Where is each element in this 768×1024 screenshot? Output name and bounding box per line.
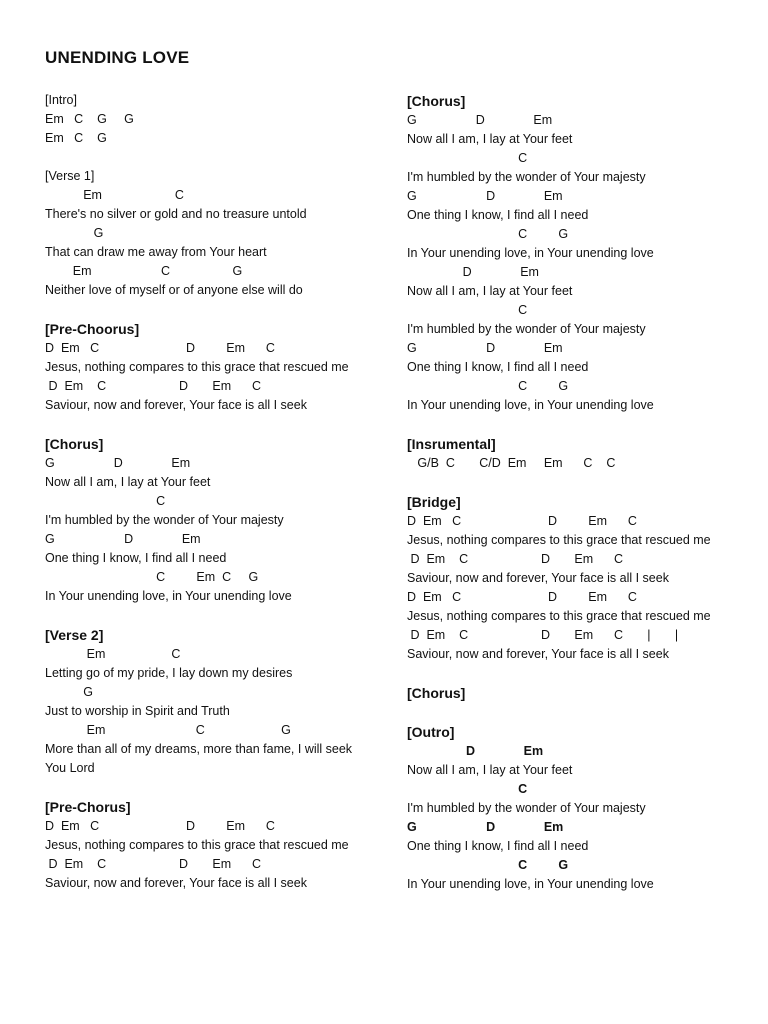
lyric-line: That can draw me away from Your heart bbox=[45, 245, 267, 259]
chord-line: C G bbox=[407, 379, 569, 393]
lyric-line: One thing I know, I find all I need bbox=[45, 551, 227, 565]
chord-line: G bbox=[45, 226, 104, 240]
lyric-line: Neither love of myself or of anyone else will do bbox=[45, 283, 303, 297]
section-heading: [Verse 2] bbox=[45, 627, 104, 643]
chord-line: D Em C D Em C bbox=[45, 819, 275, 833]
chord-line: Em C G bbox=[45, 264, 243, 278]
chord-line: D Em C D Em C bbox=[407, 514, 637, 528]
lyric-line: Saviour, now and forever, Your face is all I seek bbox=[407, 647, 669, 661]
lyric-line: Now all I am, I lay at Your feet bbox=[45, 475, 211, 489]
lyric-line: Jesus, nothing compares to this grace that rescued me bbox=[45, 360, 349, 374]
lyric-line: Jesus, nothing compares to this grace that rescued me bbox=[407, 609, 711, 623]
chord-line: C bbox=[45, 494, 166, 508]
chord-line: C G bbox=[407, 227, 569, 241]
chord-line: C G bbox=[407, 858, 569, 872]
chord-line: Em C bbox=[45, 188, 184, 202]
lyric-line: Saviour, now and forever, Your face is all I seek bbox=[45, 876, 307, 890]
section-chorus bbox=[45, 434, 370, 606]
lyric-line: Now all I am, I lay at Your feet bbox=[407, 284, 573, 298]
section-bridge bbox=[407, 492, 737, 664]
lyric-line: In Your unending love, in Your unending love bbox=[45, 589, 292, 603]
lyric-line: In Your unending love, in Your unending love bbox=[407, 398, 654, 412]
lyric-line: One thing I know, I find all I need bbox=[407, 360, 589, 374]
lyric-line: Saviour, now and forever, Your face is all I seek bbox=[45, 398, 307, 412]
chord-line: D Em C D Em C bbox=[407, 590, 637, 604]
chord-line: G bbox=[45, 685, 93, 699]
section-verse-2 bbox=[45, 625, 370, 778]
lyric-line: I'm humbled by the wonder of Your majesty bbox=[45, 513, 284, 527]
lyric-line: Jesus, nothing compares to this grace that rescued me bbox=[45, 838, 349, 852]
chord-line: G D Em bbox=[407, 341, 563, 355]
chord-line: G D Em bbox=[45, 532, 201, 546]
lyric-line: Saviour, now and forever, Your face is all I seek bbox=[407, 571, 669, 585]
section-heading: [Chorus] bbox=[407, 93, 466, 109]
section-verse-1 bbox=[45, 167, 370, 300]
lyric-line: One thing I know, I find all I need bbox=[407, 208, 589, 222]
chord-line: D Em C D Em C bbox=[45, 341, 275, 355]
chord-line: C bbox=[407, 303, 528, 317]
lyric-line: One thing I know, I find all I need bbox=[407, 839, 589, 853]
section-label: [Intro] bbox=[45, 93, 77, 107]
chord-line: G D Em bbox=[45, 456, 191, 470]
lyric-line: Now all I am, I lay at Your feet bbox=[407, 132, 573, 146]
chord-line: D Em C D Em C bbox=[45, 379, 261, 393]
lyric-line: Jesus, nothing compares to this grace that rescued me bbox=[407, 533, 711, 547]
lyric-line: Letting go of my pride, I lay down my desires bbox=[45, 666, 293, 680]
lyric-line: There's no silver or gold and no treasure untold bbox=[45, 207, 307, 221]
chord-line: G/B C C/D Em Em C C bbox=[407, 456, 616, 470]
section-heading: [Bridge] bbox=[407, 494, 461, 510]
section-chorus bbox=[407, 683, 737, 703]
chord-line: Em C bbox=[45, 647, 181, 661]
section-intro bbox=[45, 91, 370, 148]
chord-line: C Em C G bbox=[45, 570, 259, 584]
chord-line: Em C G G bbox=[45, 112, 134, 126]
section-outro bbox=[407, 722, 737, 894]
chord-line: C bbox=[407, 782, 528, 796]
lyric-line: Now all I am, I lay at Your feet bbox=[407, 763, 573, 777]
chord-line: G D Em bbox=[407, 189, 563, 203]
lyric-line: Just to worship in Spirit and Truth bbox=[45, 704, 230, 718]
section-insrumental bbox=[407, 434, 737, 473]
section-heading: [Pre-Chorus] bbox=[45, 799, 131, 815]
chord-line: G D Em bbox=[407, 113, 553, 127]
chord-line: C bbox=[407, 151, 528, 165]
section-heading: [Insrumental] bbox=[407, 436, 496, 452]
section-heading: [Chorus] bbox=[45, 436, 104, 452]
chord-line: D Em bbox=[407, 265, 539, 279]
section-label: [Verse 1] bbox=[45, 169, 95, 183]
right-column bbox=[407, 91, 737, 913]
lyric-line: I'm humbled by the wonder of Your majesty bbox=[407, 322, 646, 336]
section-pre-choorus bbox=[45, 319, 370, 415]
section-heading: [Pre-Choorus] bbox=[45, 321, 140, 337]
left-column bbox=[45, 91, 370, 912]
chord-line: D Em C D Em C | | bbox=[407, 628, 679, 642]
lyric-line: In Your unending love, in Your unending love bbox=[407, 246, 654, 260]
chord-line: D Em bbox=[407, 744, 544, 758]
lyric-line: In Your unending love, in Your unending love bbox=[407, 877, 654, 891]
chord-line: G D Em bbox=[407, 820, 564, 834]
section-heading: [Chorus] bbox=[407, 685, 466, 701]
chord-line: D Em C D Em C bbox=[45, 857, 261, 871]
lyric-line: I'm humbled by the wonder of Your majesty bbox=[407, 170, 646, 184]
chord-line: D Em C D Em C bbox=[407, 552, 623, 566]
song-title: UNENDING LOVE bbox=[45, 48, 190, 67]
chord-line: Em C G bbox=[45, 723, 291, 737]
lyric-line: More than all of my dreams, more than fame, I will seek You Lord bbox=[45, 742, 353, 775]
chord-line: Em C G bbox=[45, 131, 107, 145]
section-chorus bbox=[407, 91, 737, 415]
lyric-line: I'm humbled by the wonder of Your majesty bbox=[407, 801, 646, 815]
section-heading: [Outro] bbox=[407, 724, 455, 740]
section-pre-chorus bbox=[45, 797, 370, 893]
